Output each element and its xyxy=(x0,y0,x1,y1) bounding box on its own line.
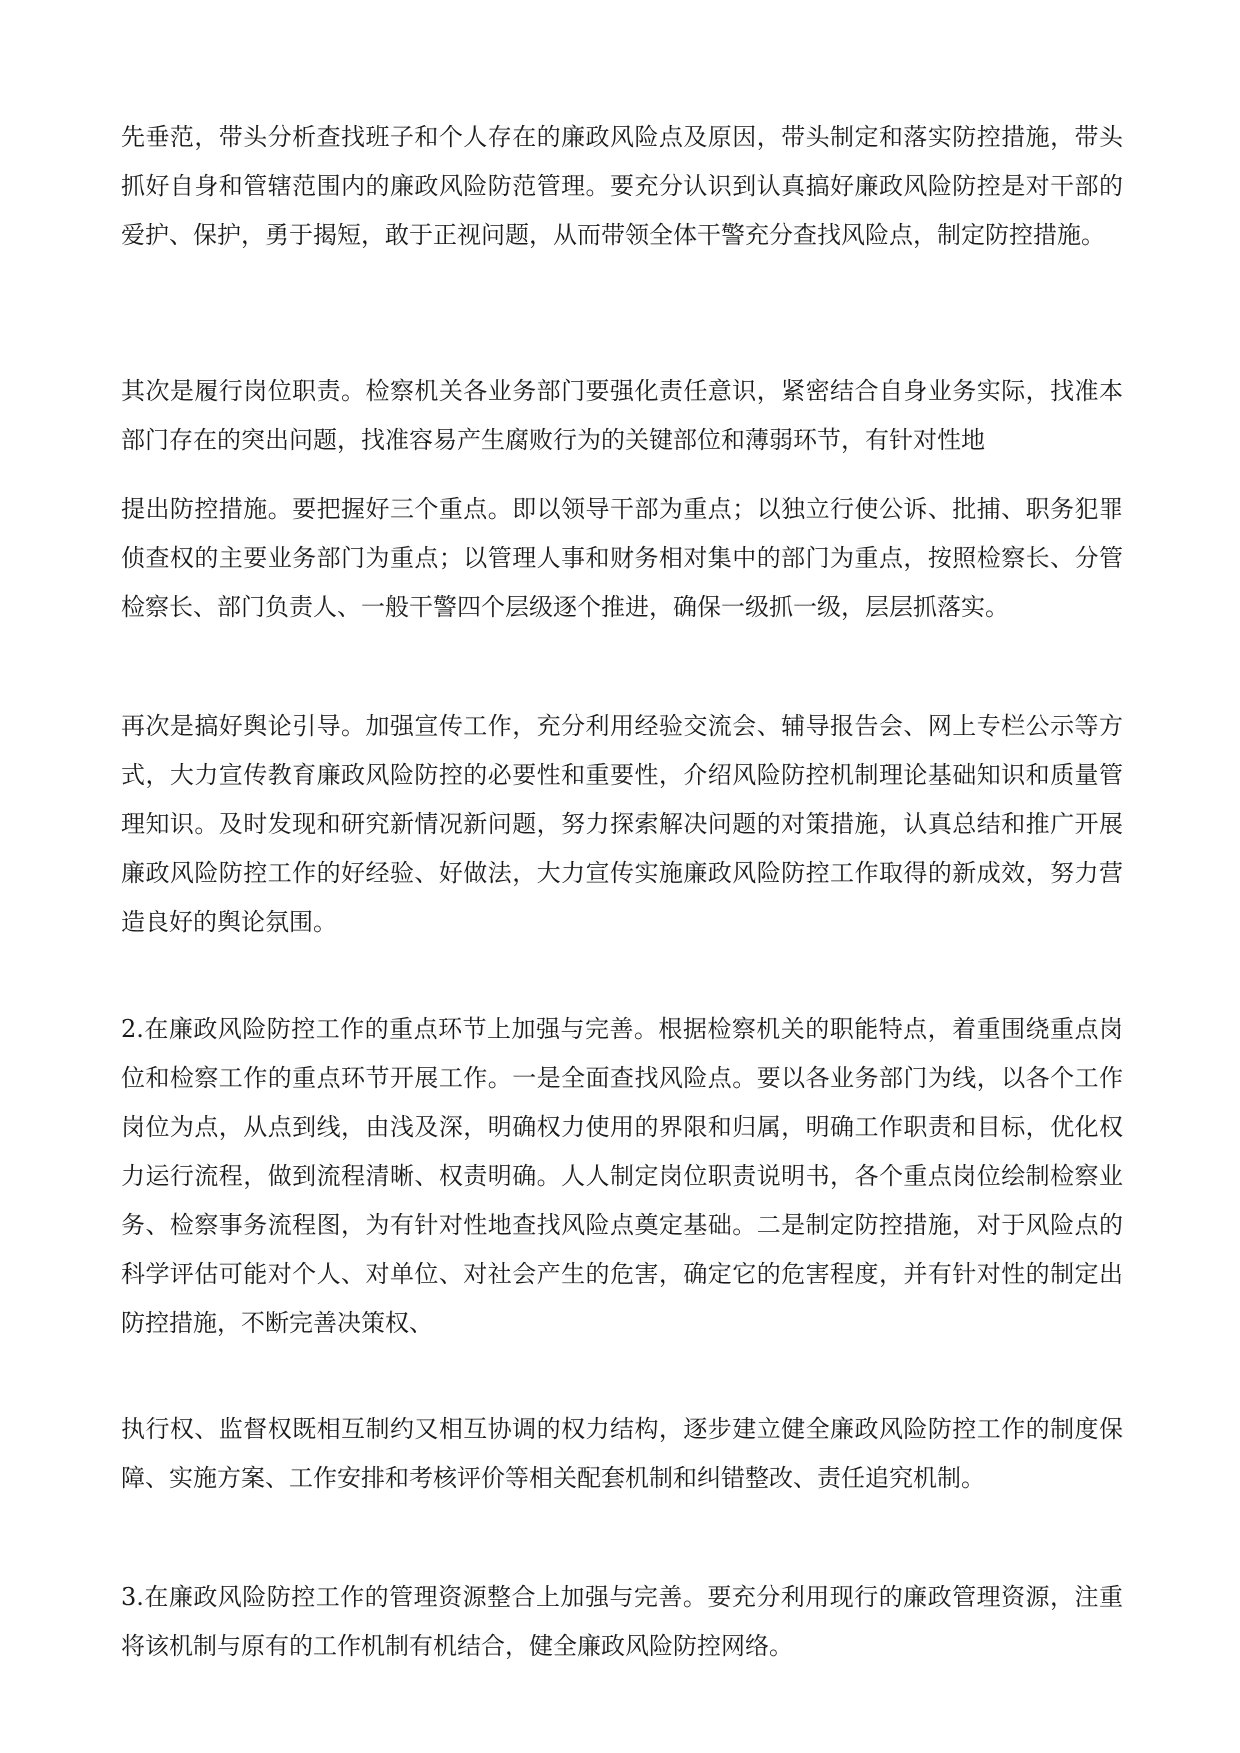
paragraph-2: 其次是履行岗位职责。检察机关各业务部门要强化责任意识，紧密结合自身业务实际，找准本部门存在的突出问题，找准容易产生腐败行为的关键部位和薄弱环节，有针对性地 xyxy=(121,377,1123,454)
paragraph-5: 2.在廉政风险防控工作的重点环节上加强与完善。根据检察机关的职能特点，着重围绕重点岗位和检察工作的重点环节开展工作。一是全面查找风险点。要以各业务部门为线，以各个工作岗位为点，从点到线，由浅及深，明确权力使用的界限和归属，明确工作职责和目标，优化权力运行流程，做到流程清晰、权责明确。人人制定岗位职责说明书，各个重点岗位绘制检察业务、检察事务流程图，为有针对性地查找风险点奠定基础。二是制定防控措施，对于风险点的科学评估可能对个人、对单位、对社会产生的危害，确定它的危害程度，并有针对性的制定出防控措施，不断完善决策权、 xyxy=(121,1015,1123,1337)
paragraph-3: 提出防控措施。要把握好三个重点。即以领导干部为重点；以独立行使公诉、批捕、职务犯罪侦查权的主要业务部门为重点；以管理人事和财务相对集中的部门为重点，按照检察长、分管检察长、部门负责人、一般干警四个层级逐个推进，确保一级抓一级，层层抓落实。 xyxy=(121,495,1123,621)
paragraph-4: 再次是搞好舆论引导。加强宣传工作，充分利用经验交流会、辅导报告会、网上专栏公示等方式，大力宣传教育廉政风险防控的必要性和重要性，介绍风险防控机制理论基础知识和质量管理知识。及时发现和研究新情况新问题，努力探索解决问题的对策措施，认真总结和推广开展廉政风险防控工作的好经验、好做法，大力宣传实施廉政风险防控工作取得的新成效，努力营造良好的舆论氛围。 xyxy=(121,712,1123,936)
paragraph-6: 执行权、监督权既相互制约又相互协调的权力结构，逐步建立健全廉政风险防控工作的制度保障、实施方案、工作安排和考核评价等相关配套机制和纠错整改、责任追究机制。 xyxy=(121,1415,1123,1492)
paragraph-1: 先垂范，带头分析查找班子和个人存在的廉政风险点及原因，带头制定和落实防控措施，带头抓好自身和管辖范围内的廉政风险防范管理。要充分认识到认真搞好廉政风险防控是对干部的爱护、保护，勇于揭短，敢于正视问题，从而带领全体干警充分查找风险点，制定防控措施。 xyxy=(121,123,1123,249)
paragraph-7: 3.在廉政风险防控工作的管理资源整合上加强与完善。要充分利用现行的廉政管理资源，注重将该机制与原有的工作机制有机结合，健全廉政风险防控网络。 xyxy=(121,1583,1123,1660)
